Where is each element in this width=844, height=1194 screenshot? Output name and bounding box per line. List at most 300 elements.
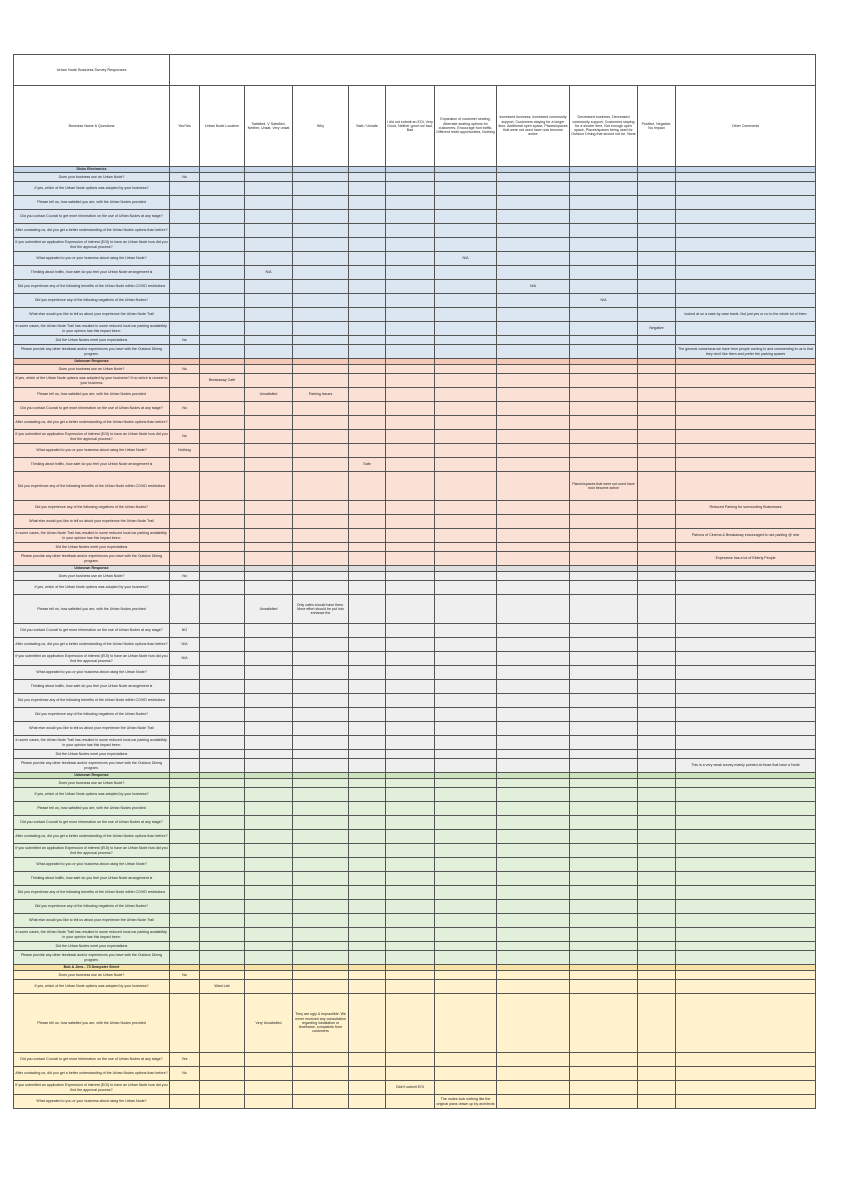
title-blank: [170, 55, 816, 86]
answer-cell: [349, 900, 386, 914]
answer-cell: [349, 858, 386, 872]
answer-cell: [200, 652, 245, 666]
question-row: [14, 294, 816, 308]
question-text: What appealed to you or your business about using the Urban Node?: [14, 858, 170, 872]
answer-cell: [676, 788, 816, 802]
answer-cell: [386, 336, 435, 345]
answer-cell: The nodes look nothing like the original plans drawn up by architects: [435, 1095, 497, 1109]
answer-cell: [349, 750, 386, 759]
answer-cell: [170, 759, 200, 773]
question-row: [14, 238, 816, 252]
question-text: Did you experience any of the following benefits of the Urban Node within COVID restrictions: [14, 886, 170, 900]
answer-cell: [638, 788, 676, 802]
answer-cell: No: [170, 365, 200, 374]
question-text: In some cases, the Urban Node Trail has resulted in some reduced local car parking availability. In your opinion has this impact been:: [14, 529, 170, 543]
answer-cell: [386, 816, 435, 830]
question-row: [14, 322, 816, 336]
answer-cell: [349, 666, 386, 680]
answer-cell: [386, 322, 435, 336]
question-row: [14, 581, 816, 595]
answer-cell: [170, 942, 200, 951]
answer-cell: [497, 928, 570, 942]
answer-cell: [349, 210, 386, 224]
answer-cell: [638, 928, 676, 942]
answer-cell: [676, 872, 816, 886]
answer-cell: [200, 322, 245, 336]
answer-cell: [245, 336, 293, 345]
answer-cell: [386, 779, 435, 788]
answer-cell: [245, 779, 293, 788]
answer-cell: [497, 624, 570, 638]
answer-cell: [170, 581, 200, 595]
answer-cell: [638, 1053, 676, 1067]
question-row: [14, 900, 816, 914]
answer-cell: [638, 515, 676, 529]
answer-cell: [386, 830, 435, 844]
answer-cell: [386, 638, 435, 652]
answer-cell: [293, 1053, 349, 1067]
answer-cell: [570, 886, 638, 900]
answer-cell: [638, 224, 676, 238]
answer-cell: [435, 722, 497, 736]
answer-cell: [200, 238, 245, 252]
answer-cell: [245, 238, 293, 252]
answer-cell: [435, 182, 497, 196]
answer-cell: [245, 402, 293, 416]
answer-cell: [435, 666, 497, 680]
answer-cell: [638, 942, 676, 951]
answer-cell: [676, 388, 816, 402]
answer-cell: [170, 196, 200, 210]
answer-cell: [497, 252, 570, 266]
answer-cell: [245, 900, 293, 914]
answer-cell: [497, 1081, 570, 1095]
question-text: Did you contact Council to get more information on the use of Urban Nodes at any stage?: [14, 624, 170, 638]
answer-cell: Patrons of Cinema & Breakaway encouraged to use parking @ rear: [676, 529, 816, 543]
question-row: [14, 416, 816, 430]
answer-cell: [170, 736, 200, 750]
answer-cell: [638, 388, 676, 402]
question-text: Did you experience any of the following benefits of the Urban Node within COVID restrictions: [14, 694, 170, 708]
answer-cell: [200, 501, 245, 515]
answer-cell: [435, 322, 497, 336]
answer-cell: [349, 844, 386, 858]
answer-cell: [200, 402, 245, 416]
answer-cell: [293, 914, 349, 928]
answer-cell: No: [170, 336, 200, 345]
answer-cell: [200, 210, 245, 224]
answer-cell: [570, 652, 638, 666]
answer-cell: [245, 750, 293, 759]
answer-cell: [435, 552, 497, 566]
answer-cell: [245, 736, 293, 750]
answer-cell: [349, 759, 386, 773]
answer-cell: [200, 886, 245, 900]
answer-cell: [638, 708, 676, 722]
answer-cell: [349, 182, 386, 196]
answer-cell: [245, 515, 293, 529]
question-text: If you submitted an application Expression of Interest (EOI) to have an Urban Node how did you find the approval process?: [14, 652, 170, 666]
question-text: After contacting us, did you get a better understanding of the Urban Nodes options than before?: [14, 224, 170, 238]
answer-cell: [435, 581, 497, 595]
answer-cell: [435, 708, 497, 722]
answer-cell: [638, 722, 676, 736]
answer-cell: [435, 802, 497, 816]
answer-cell: [638, 430, 676, 444]
answer-cell: [435, 595, 497, 624]
answer-cell: [349, 994, 386, 1053]
question-row: [14, 638, 816, 652]
question-row: [14, 666, 816, 680]
question-row: [14, 942, 816, 951]
answer-cell: [200, 308, 245, 322]
question-text: Did you experience any of the following negatives of the Urban Nodes?: [14, 708, 170, 722]
answer-cell: [170, 844, 200, 858]
answer-cell: [638, 365, 676, 374]
title-row: [14, 55, 816, 86]
answer-cell: [386, 886, 435, 900]
question-row: [14, 1053, 816, 1067]
answer-cell: [638, 543, 676, 552]
answer-cell: [245, 914, 293, 928]
answer-cell: [200, 444, 245, 458]
answer-cell: [293, 900, 349, 914]
answer-cell: [497, 708, 570, 722]
answer-cell: [245, 501, 293, 515]
answer-cell: [245, 624, 293, 638]
answer-cell: [349, 872, 386, 886]
question-row: [14, 872, 816, 886]
answer-cell: [676, 779, 816, 788]
answer-cell: [638, 900, 676, 914]
answer-cell: [293, 322, 349, 336]
answer-cell: [293, 266, 349, 280]
answer-cell: [245, 858, 293, 872]
answer-cell: [386, 308, 435, 322]
answer-cell: [245, 345, 293, 359]
answer-cell: [676, 680, 816, 694]
answer-cell: [676, 182, 816, 196]
answer-cell: [497, 971, 570, 980]
answer-cell: [570, 680, 638, 694]
answer-cell: [435, 928, 497, 942]
answer-cell: Places/spaces that were not used have now become active: [570, 472, 638, 501]
answer-cell: [170, 182, 200, 196]
answer-cell: [170, 708, 200, 722]
answer-cell: [349, 402, 386, 416]
answer-cell: [570, 1067, 638, 1081]
answer-cell: [497, 196, 570, 210]
question-text: What appealed to you or your business about using the Urban Node?: [14, 666, 170, 680]
answer-cell: [497, 182, 570, 196]
question-row: [14, 182, 816, 196]
answer-cell: [349, 196, 386, 210]
answer-cell: N/A: [570, 294, 638, 308]
question-row: [14, 1095, 816, 1109]
answer-cell: [570, 872, 638, 886]
answer-cell: [676, 173, 816, 182]
answer-cell: [200, 722, 245, 736]
answer-cell: [497, 858, 570, 872]
answer-cell: [386, 680, 435, 694]
question-text: If yes, which of the Urban Node options was adopted by your business?: [14, 980, 170, 994]
answer-cell: [386, 458, 435, 472]
answer-cell: [638, 266, 676, 280]
answer-cell: [676, 886, 816, 900]
answer-cell: [435, 736, 497, 750]
answer-cell: [170, 666, 200, 680]
answer-cell: [570, 581, 638, 595]
question-text: After contacting us, did you get a better understanding of the Urban Nodes options than before?: [14, 830, 170, 844]
answer-cell: [349, 345, 386, 359]
answer-cell: [245, 1095, 293, 1109]
header-location: Urban Node Location: [200, 86, 245, 167]
answer-cell: [170, 994, 200, 1053]
answer-cell: [349, 581, 386, 595]
answer-cell: [638, 345, 676, 359]
answer-cell: [293, 886, 349, 900]
question-text: Thinking about traffic, how safe do you feel your Urban Node arrangement is: [14, 458, 170, 472]
question-row: [14, 572, 816, 581]
question-text: What appealed to you or your business about using the Urban Node?: [14, 1095, 170, 1109]
answer-cell: [245, 971, 293, 980]
answer-cell: [497, 951, 570, 965]
answer-cell: [200, 1067, 245, 1081]
question-row: [14, 402, 816, 416]
header-yes-no: Yes/Yes: [170, 86, 200, 167]
answer-cell: [386, 430, 435, 444]
answer-cell: [293, 638, 349, 652]
answer-cell: [386, 872, 435, 886]
answer-cell: [386, 416, 435, 430]
answer-cell: [497, 308, 570, 322]
answer-cell: [435, 308, 497, 322]
answer-cell: [200, 680, 245, 694]
answer-cell: [349, 552, 386, 566]
answer-cell: [435, 294, 497, 308]
answer-cell: [435, 1081, 497, 1095]
answer-cell: [676, 252, 816, 266]
answer-cell: [570, 266, 638, 280]
answer-cell: [293, 374, 349, 388]
answer-cell: [435, 196, 497, 210]
answer-cell: [200, 416, 245, 430]
answer-cell: [200, 708, 245, 722]
answer-cell: [435, 472, 497, 501]
answer-cell: [497, 802, 570, 816]
answer-cell: [245, 182, 293, 196]
answer-cell: [200, 994, 245, 1053]
answer-cell: [349, 501, 386, 515]
answer-cell: [570, 942, 638, 951]
answer-cell: [676, 543, 816, 552]
answer-cell: [200, 624, 245, 638]
answer-cell: [200, 759, 245, 773]
question-row: [14, 624, 816, 638]
answer-cell: [170, 886, 200, 900]
answer-cell: Didn't submit EOI: [386, 1081, 435, 1095]
answer-cell: [200, 365, 245, 374]
answer-cell: [435, 914, 497, 928]
answer-cell: [570, 1095, 638, 1109]
answer-cell: [170, 951, 200, 965]
answer-cell: [170, 458, 200, 472]
answer-cell: [349, 951, 386, 965]
answer-cell: [638, 1095, 676, 1109]
answer-cell: [386, 1067, 435, 1081]
answer-cell: [435, 210, 497, 224]
question-text: Did you contact Council to get more information on the use of Urban Nodes at any stage?: [14, 210, 170, 224]
answer-cell: [200, 872, 245, 886]
question-row: [14, 210, 816, 224]
answer-cell: [170, 252, 200, 266]
answer-cell: [245, 210, 293, 224]
answer-cell: [200, 182, 245, 196]
question-text: After contacting us, did you get a better understanding of the Urban Nodes options than before?: [14, 1067, 170, 1081]
answer-cell: [386, 173, 435, 182]
answer-cell: [293, 402, 349, 416]
answer-cell: [676, 708, 816, 722]
answer-cell: [293, 1095, 349, 1109]
question-text: Please provide any other feedback and/or experiences you have with the Outdoor Dining program.: [14, 759, 170, 773]
question-row: [14, 173, 816, 182]
answer-cell: Want Lab: [200, 980, 245, 994]
answer-cell: [497, 722, 570, 736]
answer-cell: [497, 543, 570, 552]
answer-cell: [349, 336, 386, 345]
section-name: Unknown Response: [14, 566, 170, 572]
answer-cell: [570, 388, 638, 402]
answer-cell: [170, 374, 200, 388]
question-text: Did the Urban Nodes meet your expectations: [14, 942, 170, 951]
answer-cell: [245, 802, 293, 816]
answer-cell: [245, 694, 293, 708]
answer-cell: [676, 322, 816, 336]
answer-cell: [676, 294, 816, 308]
answer-cell: [386, 694, 435, 708]
answer-cell: [170, 858, 200, 872]
answer-cell: [497, 779, 570, 788]
answer-cell: [170, 722, 200, 736]
answer-cell: [497, 294, 570, 308]
answer-cell: [349, 802, 386, 816]
question-text: Does your business use an Urban Node?: [14, 173, 170, 182]
answer-cell: [200, 951, 245, 965]
question-text: Please provide any other feedback and/or experiences you have with the Outdoor Dining program.: [14, 951, 170, 965]
answer-cell: [170, 694, 200, 708]
question-text: Please tell us, how satisfied you are, with the Urban Nodes provided: [14, 595, 170, 624]
answer-cell: [349, 430, 386, 444]
answer-cell: [349, 914, 386, 928]
answer-cell: [245, 1081, 293, 1095]
answer-cell: [386, 501, 435, 515]
question-text: What appealed to you or your business about using the Urban Node?: [14, 252, 170, 266]
answer-cell: [570, 501, 638, 515]
answer-cell: [349, 388, 386, 402]
answer-cell: [435, 388, 497, 402]
answer-cell: [638, 416, 676, 430]
answer-cell: [386, 374, 435, 388]
answer-cell: [638, 238, 676, 252]
answer-cell: [170, 779, 200, 788]
question-row: [14, 444, 816, 458]
answer-cell: [497, 914, 570, 928]
answer-cell: [435, 543, 497, 552]
answer-cell: [638, 886, 676, 900]
section-name: Unknown Response: [14, 773, 170, 779]
question-text: Did you experience any of the following benefits of the Urban Node within COVID restrictions: [14, 472, 170, 501]
answer-cell: [293, 430, 349, 444]
answer-cell: No: [170, 173, 200, 182]
answer-cell: [638, 1067, 676, 1081]
question-row: [14, 722, 816, 736]
answer-cell: [676, 572, 816, 581]
answer-cell: [293, 680, 349, 694]
answer-cell: [676, 444, 816, 458]
question-text: In some cases, the Urban Node Trail has resulted in some reduced local car parking availability. In your opinion has this impact been:: [14, 928, 170, 942]
answer-cell: [386, 708, 435, 722]
answer-cell: [570, 458, 638, 472]
question-row: [14, 1081, 816, 1095]
answer-cell: [200, 224, 245, 238]
answer-cell: No: [170, 402, 200, 416]
question-text: Did the Urban Nodes meet your expectations: [14, 543, 170, 552]
answer-cell: [570, 708, 638, 722]
section-name: Bob & Jims - 73 Dempster Street: [14, 965, 170, 971]
header-satisfaction: Satisfied, V Satisfied, Neither, Unsat, Very unsat: [245, 86, 293, 167]
question-row: [14, 345, 816, 359]
answer-cell: [200, 173, 245, 182]
answer-cell: [497, 844, 570, 858]
answer-cell: [293, 294, 349, 308]
answer-cell: [435, 402, 497, 416]
header-benefits: Increased business, Increased community support, Customers staying for a longer time, Additional open space, Places/spaces that were not used have now become active: [497, 86, 570, 167]
answer-cell: [386, 802, 435, 816]
answer-cell: [570, 182, 638, 196]
question-row: [14, 816, 816, 830]
answer-cell: [293, 210, 349, 224]
question-row: [14, 472, 816, 501]
question-row: [14, 552, 816, 566]
answer-cell: [676, 971, 816, 980]
answer-cell: [638, 308, 676, 322]
answer-cell: [349, 779, 386, 788]
question-text: If you submitted an application Expression of Interest (EOI) to have an Urban Node how did you find the approval process?: [14, 844, 170, 858]
answer-cell: [200, 638, 245, 652]
question-text: Did you experience any of the following negatives of the Urban Nodes?: [14, 501, 170, 515]
answer-cell: [497, 680, 570, 694]
question-text: After contacting us, did you get a better understanding of the Urban Nodes options than before?: [14, 638, 170, 652]
answer-cell: [293, 971, 349, 980]
answer-cell: [349, 722, 386, 736]
question-text: What else would you like to tell us about your experience the Urban Node Trail: [14, 308, 170, 322]
answer-cell: [676, 1095, 816, 1109]
answer-cell: [245, 529, 293, 543]
answer-cell: [570, 308, 638, 322]
answer-cell: [497, 529, 570, 543]
answer-cell: [570, 914, 638, 928]
answer-cell: [386, 942, 435, 951]
question-row: [14, 971, 816, 980]
answer-cell: [386, 994, 435, 1053]
answer-cell: [200, 1053, 245, 1067]
answer-cell: [570, 638, 638, 652]
question-text: Did the Urban Nodes meet your expectations: [14, 750, 170, 759]
answer-cell: [638, 252, 676, 266]
question-row: [14, 750, 816, 759]
answer-cell: [386, 529, 435, 543]
answer-cell: [676, 224, 816, 238]
